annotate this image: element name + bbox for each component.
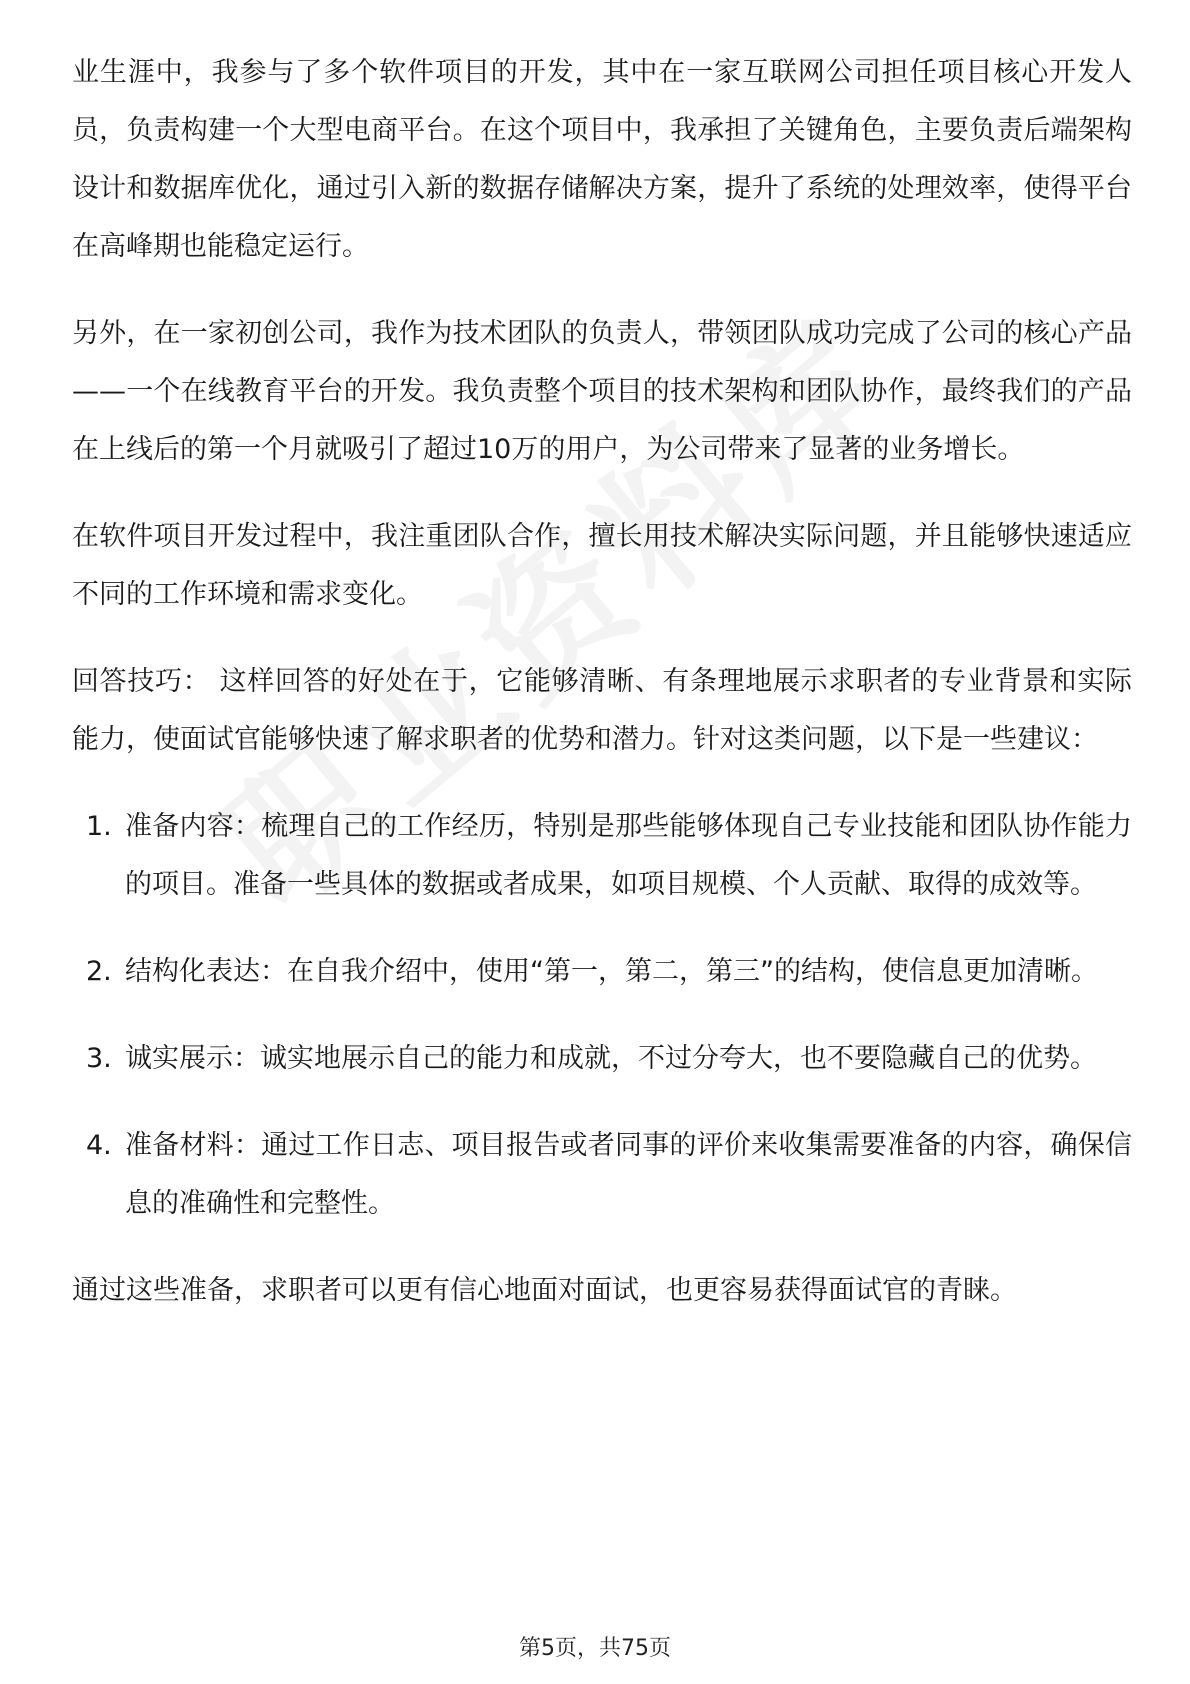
page-number-footer: 第5页，共75页 [519, 1636, 671, 1661]
list-item-number: 1. [86, 811, 112, 842]
paragraph-closing: 通过这些准备，求职者可以更有信心地面对面试，也更容易获得面试官的青睐。 [72, 1275, 1017, 1306]
tips-list [72, 798, 1132, 1233]
page-content [72, 44, 1132, 1349]
list-item-text: 准备内容：梳理自己的工作经历，特别是那些能够体现自己专业技能和团队协作能力的项目。准备一些具体的数据或者成果，如项目规模、个人贡献、取得的成效等。 [125, 811, 1132, 900]
list-item-number: 3. [86, 1043, 112, 1074]
paragraph-answer-tips: 回答技巧： 这样回答的好处在于，它能够清晰、有条理地展示求职者的专业背景和实际能力，使面试官能够快速了解求职者的优势和潜力。针对这类问题，以下是一些建议： [72, 666, 1132, 755]
list-item [72, 798, 1132, 914]
list-item-number: 4. [86, 1130, 112, 1161]
list-item [72, 1117, 1132, 1233]
list-item [72, 943, 1132, 1001]
paragraph-startup: 另外，在一家初创公司，我作为技术团队的负责人，带领团队成功完成了公司的核心产品——一个在线教育平台的开发。我负责整个项目的技术架构和团队协作，最终我们的产品在上线后的第一个月就吸引了超过10万的用户，为公司带来了显著的业务增长。 [72, 318, 1132, 465]
paragraph-teamwork: 在软件项目开发过程中，我注重团队合作，擅长用技术解决实际问题，并且能够快速适应不同的工作环境和需求变化。 [72, 521, 1132, 610]
paragraph-career: 业生涯中，我参与了多个软件项目的开发，其中在一家互联网公司担任项目核心开发人员，负责构建一个大型电商平台。在这个项目中，我承担了关键角色，主要负责后端架构设计和数据库优化，通过引入新的数据存储解决方案，提升了系统的处理效率，使得平台在高峰期也能稳定运行。 [72, 57, 1132, 262]
list-item [72, 1030, 1132, 1088]
list-item-number: 2. [86, 956, 112, 987]
list-item-text: 准备材料：通过工作日志、项目报告或者同事的评价来收集需要准备的内容，确保信息的准确性和完整性。 [125, 1130, 1132, 1219]
list-item-text: 结构化表达：在自我介绍中，使用“第一，第二，第三”的结构，使信息更加清晰。 [125, 956, 1098, 987]
list-item-text: 诚实展示：诚实地展示自己的能力和成就，不过分夸大，也不要隐藏自己的优势。 [125, 1043, 1097, 1074]
